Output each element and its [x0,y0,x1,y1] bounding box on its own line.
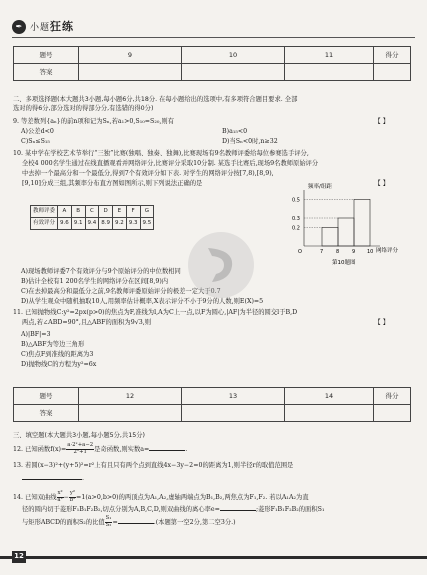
question-10-line4: [9,10]分成三组,其频率分布直方图如图所示,则下列说法正确的是 [22,180,203,187]
table-cell: 9.1 [71,218,85,230]
watermark-logo-icon [186,230,256,300]
brand-big: 狂练 [50,20,75,33]
q12-denominator: 2ˣ+1 [73,448,87,455]
question-10-line2: 全校4 000名学生通过在线直播观看并网络评分,比赛评分采取10分制. 某选手比赛后,现场9名教师原始评分 [22,160,319,167]
table-header-cell: A [58,206,72,218]
table-header-cell: C [85,206,99,218]
table-cell: 题号 [14,388,79,405]
brand-logo-icon: ✒ [12,20,26,34]
table-cell: 9 [79,47,182,64]
answer-cell[interactable] [285,64,374,81]
table-header-cell: E [113,206,127,218]
option-c: C)Sₙ≤S₁₅ [21,138,50,145]
question-9-stem: 9. 等差数列{aₙ}的前n项和记为Sₙ,若a₁>0,S₁₀=S₂₀,则有 [13,118,175,125]
table-cell: 9.6 [58,218,72,230]
option-a: A)|BF|=3 [21,331,51,338]
table-header-cell: B [71,206,85,218]
q13-end: . [82,475,85,482]
section-3-title: 三、填空题(本大题共3小题,每小题5分,共15分) [13,432,145,439]
q12-pre: 12. 已知函数f(x)= [13,445,67,453]
answer-blank[interactable] [22,473,85,482]
question-14-line1: 14. 已知双曲线 $\frac{\text{x²}}{\text{a²}}$ − $\frac{\text{y²}}{\text{b²}}$ =1(a>0,b>0)的两顶点为A₁,A₂,虚轴两端点为B₁,B₂,两焦点为F₁,F₂. 若以A₁A₂为直 [13,490,309,503]
option-c: C)焦点F到准线的距离为3 [21,351,94,358]
page-number: 12 [12,551,26,563]
answer-table-2 [13,387,411,422]
question-11-line2: 两点,若∠ABD=90°,且△ABF的面积为9√3,则 [22,319,152,326]
question-10-line1: 10. 某中学在学校艺术节举行“三独”比赛(独唱、独奏、独舞),比赛现场有9名教师评委给每位参赛选手评分, [13,150,309,157]
footer-bar [0,556,427,559]
table-header-cell: G [140,206,154,218]
table-cell: 得分 [374,388,411,405]
q14-fraction-2 [69,491,76,504]
table-header-cell: 教师评委 [31,206,58,218]
table-cell: 10 [182,47,285,64]
answer-cell[interactable] [79,64,182,81]
q14-line1-text: =1(a>0,b>0)的两顶点为A₁,A₂,虚轴两端点为B₁,B₂,两焦点为F₁,F₂. 若以A₁A₂为直 [76,493,309,501]
option-b: B)a₁₅<0 [222,128,248,135]
brand-small: 小题 [30,23,51,33]
hist-y-label: 频率/组距 [308,184,332,190]
score-cell[interactable] [374,64,411,81]
question-11-line1: 11. 已知抛物线C:y²=2px(p>0)的焦点为F,准线为l,A为C上一点,以F为圆心,|AF|为半径的圆交l于B,D [13,309,298,316]
q14-fraction-1 [57,491,64,504]
section-2-title-2: 选对的得6分,部分选对的得部分分,有选错的得0分) [13,105,154,112]
hist-x-tick: 10 [367,249,374,255]
header [12,20,74,35]
question-10-line3: 中去掉一个最高分和一个最低分,得到7个有效评分如下表. 对学生的网络评分按[7,8),[8,9), [22,170,274,177]
score-cell[interactable] [374,405,411,422]
answer-cell[interactable] [285,405,374,422]
brand-title [30,20,74,35]
q12-numerator: a·2ˣ+a−2 [67,442,94,448]
question-13-line1: 13. 若圆(x−3)²+(y+5)²=r²上有且只有两个点到直线4x−3y−2=0的距离为1,则半径r的取值范围是 [13,462,294,469]
table-cell: 题号 [14,47,79,64]
table-cell: 11 [285,47,374,64]
q14-pre: 14. 已知双曲线 [13,493,57,501]
q14-eq: = [112,518,118,526]
option-b: B)△ABF为等边三角形 [21,341,85,348]
hist-x-tick: 9 [352,249,356,255]
question-13-line2 [22,473,413,483]
answer-blank[interactable] [220,504,256,511]
question-12: 12. 已知函数f(x)= $\frac{\text{a·2ˣ+a−2}}{\text{2ˣ+1}}$ 是奇函数,则实数a= . [13,442,188,455]
hist-y-tick: 0.3 [292,216,300,222]
table-header-cell: D [99,206,113,218]
answer-bracket: 【 】 [374,180,389,187]
answer-cell[interactable] [182,64,285,81]
table-cell: 9.3 [126,218,140,230]
answer-blank[interactable] [149,444,185,451]
section-2-title: 二、多项选择题(本大题共3小题,每小题6分,共18分. 在每小题给出的选项中,有多项符合题目要求. 全部 [13,96,298,103]
table-cell: 得分 [374,47,411,64]
answer-bracket: 【 】 [374,118,389,125]
table-cell: 14 [285,388,374,405]
q14-line2-text: 径的圆内切于菱形F₁B₁F₂B₂,切点分别为A,B,C,D,则双曲线的离心率e= [22,506,220,513]
hist-bar [338,218,354,246]
answer-cell[interactable] [79,405,182,422]
frequency-histogram [290,180,408,270]
hist-caption: 第10题图 [332,260,356,266]
table-cell: 9.4 [85,218,99,230]
teacher-score-table [30,205,154,230]
table-cell: 8.9 [99,218,113,230]
option-a: A)公差d<0 [21,128,54,135]
table-cell: 答案 [14,64,79,81]
hist-x-label: 网络评分 [376,248,399,254]
hist-x-tick: 7 [320,249,324,255]
table-cell: 9.5 [140,218,154,230]
frac-den: a² [57,496,63,503]
q14-note: .(本题第一空2分,第二空3分.) [153,518,236,526]
answer-bracket: 【 】 [374,319,389,326]
answer-table-1 [13,46,411,81]
hist-bar [354,199,370,246]
frac-num: S₁ [105,515,112,521]
option-d: D)抛物线C的方程为y²=6x [21,361,97,368]
question-14-line3 [22,516,413,529]
answer-cell[interactable] [182,405,285,422]
option-d: D)当Sₙ<0时,n≥32 [222,138,278,145]
table-cell: 有效评分 [31,218,58,230]
q12-post: 是奇函数,则实数a= [94,445,150,453]
frac-num: y² [69,490,76,496]
table-cell: 12 [79,388,182,405]
frac-den: b² [69,496,76,503]
hist-bar [322,227,338,246]
answer-blank[interactable] [118,517,154,524]
question-14-line2 [22,504,413,514]
table-header-cell: F [126,206,140,218]
q14-line2b-text: ;菱形F₁B₁F₂B₂的面积S₁ [255,506,325,513]
hist-y-tick: 0.2 [292,225,300,232]
question-10-option-a: A)现场教师评委7个有效评分与9个原始评分的中位数相同 [21,268,181,275]
hist-x-tick: O [298,249,302,255]
table-cell: 13 [182,388,285,405]
question-10-option-c: C)在去掉最高分和最低分之前,9名教师评委原始评分的极差一定大于0.7 [21,288,221,295]
frac-den: S₂ [105,521,112,528]
q12-fraction [66,443,94,456]
table-cell: 答案 [14,405,79,422]
table-cell: 9.2 [113,218,127,230]
question-10-option-b: B)估计全校有1 200名学生的网络评分在区间[8,9)内 [21,278,169,285]
hist-y-tick: 0.5 [292,197,300,204]
question-10-option-d: D)从学生观众中随机抽取10人,用频率估计概率,X表示评分不小于9分的人数,则E(X)=5 [21,298,264,305]
hist-x-tick: 8 [336,249,340,255]
frac-num: x² [57,490,63,496]
q14-line3-text: 与矩形ABCD的面积S₂的比值 [22,518,105,526]
header-rule [12,37,415,38]
